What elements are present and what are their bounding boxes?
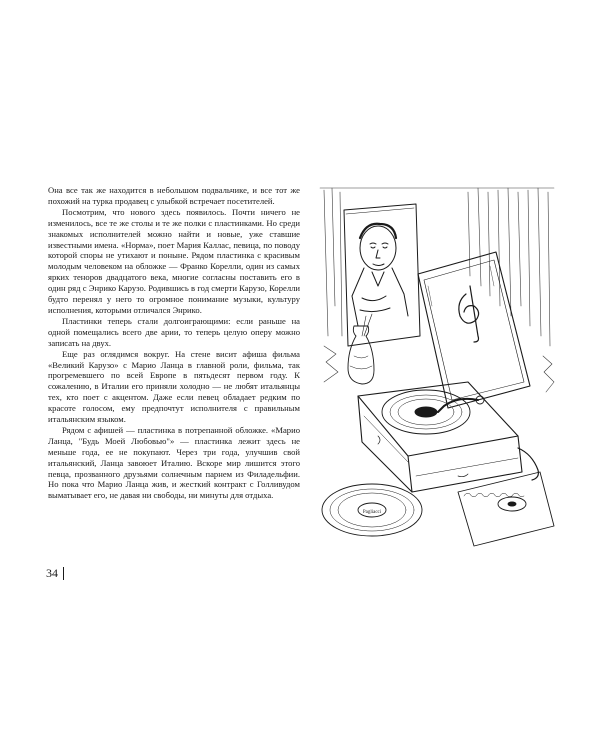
gramophone-box [358, 382, 522, 492]
page-number: 34 [46, 567, 64, 580]
record-label-text: Pagliacci [362, 510, 382, 515]
paragraph: Она все так же находится в небольшом подвальчике, и все тот же похожий на турка продавец с улыбкой встречает посетителей. [48, 185, 300, 206]
paragraph: Посмотрим, что нового здесь появилось. Почти ничего не изменилось, все те же столы и те же полки с пластинками. Но среди знакомых исполнителей можно найти и новые, уже ставшие известными имена. «Норма», поет Мария Каллас, певица, по поводу которой споры не утихают и поныне. Рядом пластинка с красивым молодым человеком на обложке — Франко Корелли, один из самых ярких теноров двадцатого века, многие согласны поставить его в один ряд с Энрико Карузо. Родившись в год смерти Карузо, Корелли будто перенял у него то огромное понимание музыки, культуру исполнения, которыми отличался Энрико. [48, 206, 300, 315]
loose-record [322, 484, 422, 536]
gramophone-illustration [318, 186, 556, 548]
gramophone-lid [418, 252, 530, 408]
turntable-record [382, 390, 538, 480]
poster [344, 204, 420, 346]
text-column [48, 185, 300, 501]
paragraph: Еще раз оглядимся вокруг. На стене висит афиша фильма «Великий Карузо» с Марио Ланца в главной роли, фильма, так прогремевшего по всей Европе в пятьдесят первом году. К сожалению, в Италии его приняли холодно — не любят итальянцы тех, кто поет с акцентом. Даже если певец обладает редким по красоте голосом, ему предпочтут исполнителя с правильным итальянским языком. [48, 348, 300, 425]
paragraph: Рядом с афишей — пластинка в потрепанной обложке. «Марио Ланца, "Будь Моей Любовью"» — пластинка лежит здесь не меньше года, ее не покупают. Через три года, улучшив свой итальянский, Ланца завоюет Италию. Вскоре мир лишится этого певца, прозванного друзьями солнечным парнем из Филадельфии. Но пока что Марио Ланца жив, и жесткий контракт с Голливудом выматывает его, не давая ни свободы, ни минуты для отдыха. [48, 424, 300, 501]
vase [348, 314, 374, 384]
paragraph: Пластинки теперь стали долгоиграющими: если раньше на одной помещались всего две арии, то теперь целую оперу можно записать на двух. [48, 315, 300, 348]
record-sleeve [458, 472, 554, 546]
